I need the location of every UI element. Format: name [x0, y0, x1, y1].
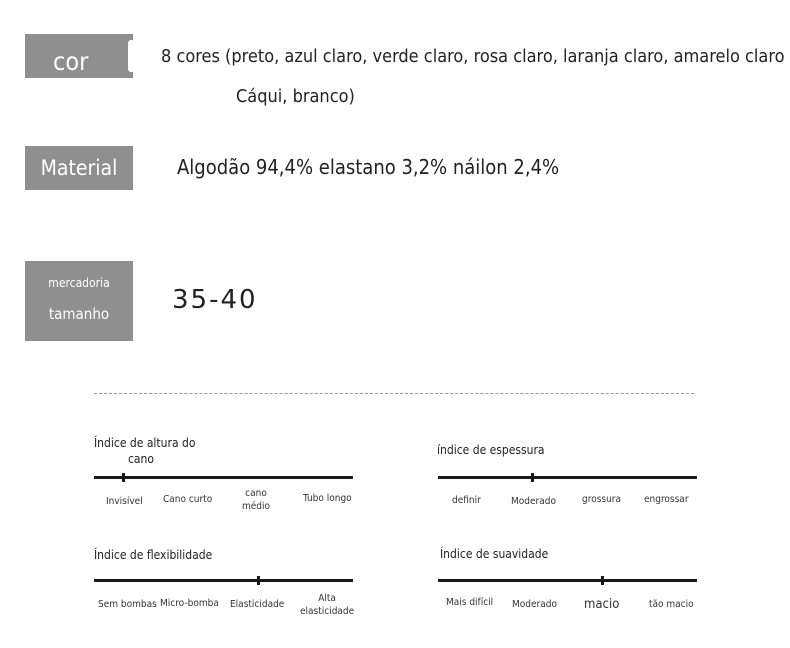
material-label-box	[25, 146, 133, 190]
size-label-box	[25, 261, 133, 341]
height-index-title-line1: Índice de altura do	[94, 436, 196, 450]
height-option-short: Cano curto	[163, 494, 213, 505]
size-label-line1: mercadoria	[48, 275, 110, 290]
color-label-box	[25, 34, 133, 78]
softness-index-track	[438, 579, 697, 582]
thickness-option-thicken: engrossar	[644, 494, 689, 505]
softness-option-very-soft: tão macio	[649, 599, 694, 610]
height-index-marker	[122, 473, 125, 482]
section-divider	[94, 393, 694, 394]
material-value: Algodão 94,4% elastano 3,2% náilon 2,4%	[177, 155, 560, 179]
thickness-option-moderate: Moderado	[511, 496, 556, 507]
softness-option-soft: macio	[584, 597, 620, 612]
height-index-track	[94, 476, 353, 479]
color-value-line2: Cáqui, branco)	[236, 86, 355, 107]
height-index-title-line2: cano	[128, 452, 154, 466]
flexibility-option-micro-pump: Micro-bomba	[160, 598, 219, 609]
thickness-option-thickness: grossura	[582, 494, 621, 505]
thickness-index-title: índice de espessura	[437, 443, 545, 457]
material-label: Material	[40, 156, 118, 180]
flexibility-option-elasticity: Elasticidade	[230, 599, 285, 610]
softness-index-title: Índice de suavidade	[440, 547, 549, 561]
thickness-index-marker	[531, 473, 534, 482]
color-value-line1: 8 cores (preto, azul claro, verde claro, rosa claro, laranja claro, amarelo claro	[161, 46, 785, 67]
flexibility-option-high-elasticity: Alta elasticidade	[300, 593, 355, 617]
thickness-index-track	[438, 476, 697, 479]
size-label-line2: tamanho	[48, 304, 110, 323]
softness-index-marker	[601, 576, 604, 585]
label-notch-decoration	[128, 40, 134, 72]
height-option-long: Tubo longo	[303, 493, 352, 504]
height-option-medium: cano médio	[242, 488, 271, 512]
flexibility-index-track	[94, 579, 353, 582]
height-option-invisible: Invisível	[106, 496, 143, 507]
flexibility-option-no-pump: Sem bombas	[98, 599, 157, 610]
flexibility-index-title: Índice de flexibilidade	[94, 548, 213, 562]
height-index-title	[94, 435, 195, 467]
color-label: cor	[53, 46, 89, 76]
softness-option-moderate: Moderado	[512, 599, 557, 610]
flexibility-index-marker	[257, 576, 260, 585]
softness-option-harder: Mais difícil	[446, 597, 494, 608]
thickness-option-define: definir	[452, 495, 481, 506]
size-value: 35-40	[172, 285, 258, 315]
